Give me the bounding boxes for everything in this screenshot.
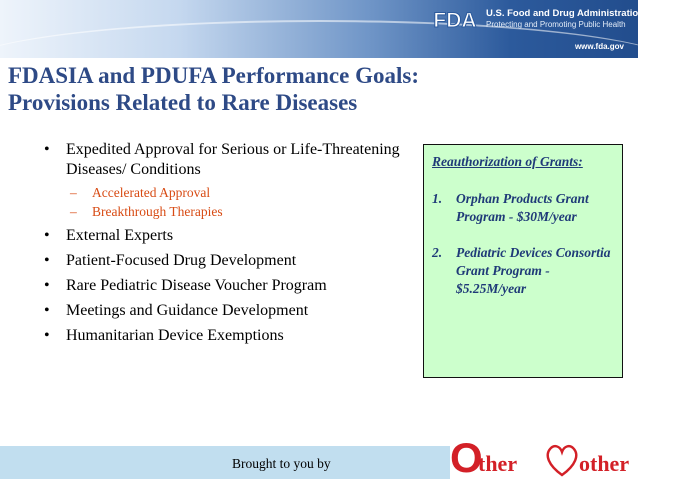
logo-word-other: other bbox=[579, 451, 630, 476]
bullet-icon: • bbox=[44, 227, 50, 244]
logo-letter-o: O bbox=[450, 434, 483, 481]
grant-item-text: Pediatric Devices Consortia Grant Program - $5.25M/year bbox=[456, 245, 611, 296]
agency-name: U.S. Food and Drug Administration bbox=[486, 8, 644, 19]
fda-url[interactable]: www.fda.gov bbox=[574, 42, 624, 51]
grants-heading bbox=[432, 153, 614, 171]
list-item-text: Meetings and Guidance Development bbox=[66, 302, 309, 319]
slide-title-line-2: Provisions Related to Rare Diseases bbox=[8, 90, 358, 115]
list-item bbox=[44, 140, 404, 221]
bullet-icon: • bbox=[44, 141, 50, 158]
bullet-icon: • bbox=[44, 302, 50, 319]
provisions-list bbox=[44, 140, 404, 351]
bullet-icon: • bbox=[44, 277, 50, 294]
slide-title-line-1: FDASIA and PDUFA Performance Goals: bbox=[8, 63, 419, 88]
list-item-text: Expedited Approval for Serious or Life-Threatening Diseases/ Conditions bbox=[66, 141, 400, 178]
dash-icon: – bbox=[70, 185, 77, 200]
grant-item bbox=[432, 244, 614, 298]
list-item bbox=[44, 251, 404, 271]
header-banner bbox=[0, 0, 644, 58]
dash-icon: – bbox=[70, 204, 77, 219]
grant-item bbox=[432, 190, 614, 226]
list-item bbox=[44, 276, 404, 296]
grants-heading-text: Reauthorization of Grants bbox=[432, 154, 579, 169]
list-item-text: Rare Pediatric Disease Voucher Program bbox=[66, 277, 327, 294]
bullet-icon: • bbox=[44, 252, 50, 269]
sub-list-item-text: Breakthrough Therapies bbox=[92, 204, 223, 219]
list-item bbox=[44, 226, 404, 246]
list-item-text: External Experts bbox=[66, 227, 174, 244]
grants-heading-colon: : bbox=[578, 154, 583, 169]
logo-word-ther: ther bbox=[478, 451, 518, 476]
footer-text: Brought to you by bbox=[232, 456, 331, 471]
agency-tagline: Protecting and Promoting Public Health bbox=[486, 20, 626, 29]
logo-letter-m: M bbox=[504, 401, 505, 402]
sub-list bbox=[66, 183, 404, 221]
grant-item-number: 1. bbox=[432, 191, 443, 206]
slide-title bbox=[8, 62, 568, 116]
grant-item-number: 2. bbox=[432, 245, 443, 260]
sub-list-item bbox=[66, 183, 404, 202]
sub-list-item bbox=[66, 202, 404, 221]
grant-item-text: Orphan Products Grant Program - $30M/year bbox=[456, 191, 589, 224]
list-item bbox=[44, 326, 404, 346]
fda-logo-text: FDA bbox=[433, 9, 477, 32]
grants-box bbox=[423, 144, 623, 378]
sub-list-item-text: Accelerated Approval bbox=[92, 185, 211, 200]
other-mother-logo bbox=[450, 401, 638, 481]
list-item-text: Humanitarian Device Exemptions bbox=[66, 327, 284, 344]
heart-m-icon bbox=[504, 401, 580, 479]
bullet-icon: • bbox=[44, 327, 50, 344]
list-item bbox=[44, 301, 404, 321]
fda-logo bbox=[431, 6, 479, 32]
list-item-text: Patient-Focused Drug Development bbox=[66, 252, 297, 269]
